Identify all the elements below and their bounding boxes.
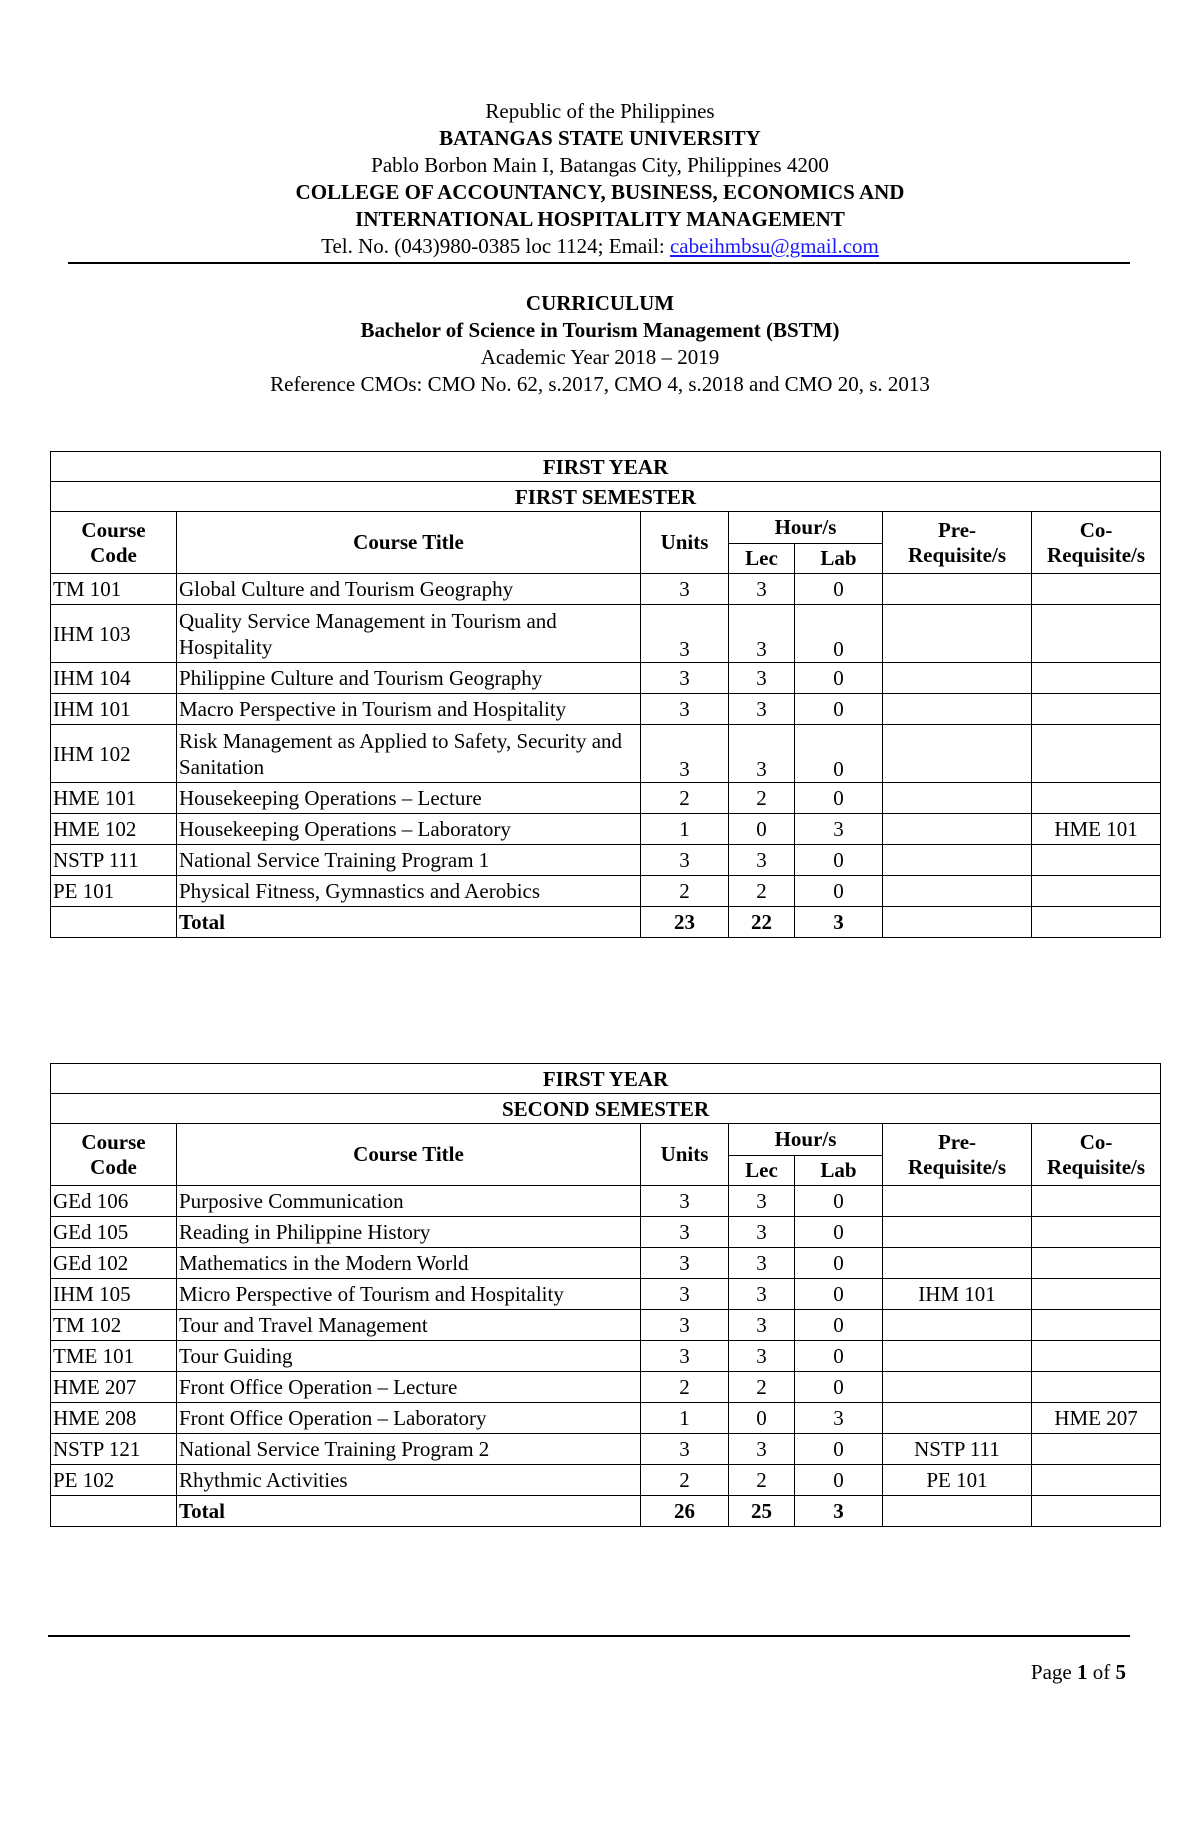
table-row — [51, 1403, 1161, 1434]
table-row — [51, 1248, 1161, 1279]
program-name: Bachelor of Science in Tourism Management (BSTM) — [360, 318, 840, 342]
year-label: FIRST YEAR — [51, 452, 1161, 482]
lab-hours: 0 — [795, 574, 883, 605]
page-indicator: Page 1 of 5 — [1030, 1660, 1126, 1684]
col-course-code: Course Code — [51, 512, 177, 574]
curriculum-heading — [0, 290, 1200, 398]
total-lec: 25 — [729, 1496, 795, 1527]
lec-hours: 3 — [729, 605, 795, 663]
prerequisite — [883, 814, 1032, 845]
college-name-line2: INTERNATIONAL HOSPITALITY MANAGEMENT — [355, 207, 845, 231]
course-code: IHM 101 — [51, 694, 177, 725]
lec-hours: 0 — [729, 814, 795, 845]
course-title: National Service Training Program 1 — [177, 845, 641, 876]
prerequisite — [883, 1217, 1032, 1248]
total-blank — [883, 907, 1032, 938]
lec-hours: 2 — [729, 1465, 795, 1496]
total-blank — [51, 1496, 177, 1527]
course-title: Philippine Culture and Tourism Geography — [177, 663, 641, 694]
col-corequisite: Co- Requisite/s — [1032, 512, 1161, 574]
units: 2 — [641, 1465, 729, 1496]
corequisite — [1032, 1217, 1161, 1248]
course-code: GEd 102 — [51, 1248, 177, 1279]
course-table-first-semester — [50, 451, 1161, 938]
table-row — [51, 725, 1161, 783]
course-title: Front Office Operation – Laboratory — [177, 1403, 641, 1434]
prerequisite — [883, 694, 1032, 725]
total-row — [51, 907, 1161, 938]
col-course-title: Course Title — [177, 1124, 641, 1186]
course-title: Macro Perspective in Tourism and Hospitality — [177, 694, 641, 725]
total-blank — [51, 907, 177, 938]
units: 3 — [641, 663, 729, 694]
total-lec: 22 — [729, 907, 795, 938]
prerequisite — [883, 725, 1032, 783]
course-code: HME 102 — [51, 814, 177, 845]
prerequisite — [883, 1248, 1032, 1279]
units: 3 — [641, 1310, 729, 1341]
total-units: 23 — [641, 907, 729, 938]
total-blank — [1032, 907, 1161, 938]
corequisite — [1032, 574, 1161, 605]
prerequisite: IHM 101 — [883, 1279, 1032, 1310]
course-title: Reading in Philippine History — [177, 1217, 641, 1248]
lec-hours: 3 — [729, 1279, 795, 1310]
course-title: Risk Management as Applied to Safety, Security and Sanitation — [177, 725, 641, 783]
lec-hours: 3 — [729, 1341, 795, 1372]
table-row — [51, 1341, 1161, 1372]
curriculum-title: CURRICULUM — [525, 291, 675, 315]
corequisite — [1032, 876, 1161, 907]
units: 1 — [641, 814, 729, 845]
table-row — [51, 1465, 1161, 1496]
course-code: NSTP 111 — [51, 845, 177, 876]
lab-hours: 0 — [795, 663, 883, 694]
course-title: Tour Guiding — [177, 1341, 641, 1372]
total-row — [51, 1496, 1161, 1527]
col-prerequisite: Pre- Requisite/s — [883, 1124, 1032, 1186]
units: 3 — [641, 605, 729, 663]
course-title: Front Office Operation – Lecture — [177, 1372, 641, 1403]
semester-label: FIRST SEMESTER — [51, 482, 1161, 512]
units: 3 — [641, 1217, 729, 1248]
lec-hours: 2 — [729, 783, 795, 814]
prerequisite — [883, 1310, 1032, 1341]
col-hours: Hour/s — [729, 512, 883, 544]
units: 3 — [641, 1434, 729, 1465]
lec-hours: 3 — [729, 663, 795, 694]
lab-hours: 0 — [795, 1465, 883, 1496]
total-lab: 3 — [795, 907, 883, 938]
table-row — [51, 814, 1161, 845]
lec-hours: 0 — [729, 1403, 795, 1434]
year-label: FIRST YEAR — [51, 1064, 1161, 1094]
total-blank — [883, 1496, 1032, 1527]
lab-hours: 3 — [795, 1403, 883, 1434]
table-row — [51, 1279, 1161, 1310]
contact-line — [0, 233, 1200, 260]
course-code: TM 101 — [51, 574, 177, 605]
course-title: Purposive Communication — [177, 1186, 641, 1217]
lab-hours: 0 — [795, 1186, 883, 1217]
corequisite — [1032, 725, 1161, 783]
course-title: Housekeeping Operations – Laboratory — [177, 814, 641, 845]
total-label: Total — [177, 1496, 641, 1527]
table-row — [51, 663, 1161, 694]
course-code: HME 207 — [51, 1372, 177, 1403]
letterhead — [0, 98, 1200, 260]
university-name: BATANGAS STATE UNIVERSITY — [439, 126, 761, 150]
lab-hours: 0 — [795, 1372, 883, 1403]
corequisite: HME 207 — [1032, 1403, 1161, 1434]
lec-hours: 2 — [729, 876, 795, 907]
table-row — [51, 876, 1161, 907]
corequisite — [1032, 1341, 1161, 1372]
course-code: TME 101 — [51, 1341, 177, 1372]
lab-hours: 3 — [795, 814, 883, 845]
lab-hours: 0 — [795, 725, 883, 783]
course-code: PE 101 — [51, 876, 177, 907]
lab-hours: 0 — [795, 1310, 883, 1341]
course-title: Quality Service Management in Tourism and Hospitality — [177, 605, 641, 663]
total-label: Total — [177, 907, 641, 938]
lab-hours: 0 — [795, 876, 883, 907]
prerequisite — [883, 783, 1032, 814]
table-row — [51, 1434, 1161, 1465]
lab-hours: 0 — [795, 783, 883, 814]
col-prerequisite: Pre- Requisite/s — [883, 512, 1032, 574]
course-table-second-semester — [50, 1063, 1161, 1527]
units: 2 — [641, 876, 729, 907]
lec-hours: 3 — [729, 1434, 795, 1465]
corequisite — [1032, 1279, 1161, 1310]
total-units: 26 — [641, 1496, 729, 1527]
table-row — [51, 845, 1161, 876]
lab-hours: 0 — [795, 605, 883, 663]
corequisite — [1032, 1465, 1161, 1496]
reference-cmos: Reference CMOs: CMO No. 62, s.2017, CMO 4, s.2018 and CMO 20, s. 2013 — [270, 372, 930, 396]
corequisite — [1032, 1372, 1161, 1403]
course-code: IHM 103 — [51, 605, 177, 663]
prerequisite: NSTP 111 — [883, 1434, 1032, 1465]
col-course-code: Course Code — [51, 1124, 177, 1186]
republic-line: Republic of the Philippines — [485, 99, 715, 123]
table-row — [51, 1372, 1161, 1403]
units: 2 — [641, 1372, 729, 1403]
header-divider — [68, 262, 1130, 264]
course-title: Physical Fitness, Gymnastics and Aerobics — [177, 876, 641, 907]
table-row — [51, 1310, 1161, 1341]
corequisite — [1032, 845, 1161, 876]
university-address: Pablo Borbon Main I, Batangas City, Philippines 4200 — [371, 153, 829, 177]
prerequisite — [883, 663, 1032, 694]
col-lec: Lec — [729, 1156, 795, 1186]
lab-hours: 0 — [795, 1341, 883, 1372]
col-corequisite: Co- Requisite/s — [1032, 1124, 1161, 1186]
course-title: National Service Training Program 2 — [177, 1434, 641, 1465]
lec-hours: 3 — [729, 1310, 795, 1341]
units: 3 — [641, 694, 729, 725]
col-units: Units — [641, 1124, 729, 1186]
units: 1 — [641, 1403, 729, 1434]
units: 3 — [641, 1186, 729, 1217]
corequisite — [1032, 694, 1161, 725]
course-code: IHM 104 — [51, 663, 177, 694]
course-code: TM 102 — [51, 1310, 177, 1341]
corequisite — [1032, 1434, 1161, 1465]
total-blank — [1032, 1496, 1161, 1527]
total-lab: 3 — [795, 1496, 883, 1527]
course-code: HME 208 — [51, 1403, 177, 1434]
units: 3 — [641, 1279, 729, 1310]
table-row — [51, 1186, 1161, 1217]
units: 3 — [641, 845, 729, 876]
course-code: NSTP 121 — [51, 1434, 177, 1465]
col-lab: Lab — [795, 1156, 883, 1186]
course-title: Global Culture and Tourism Geography — [177, 574, 641, 605]
lab-hours: 0 — [795, 1434, 883, 1465]
lec-hours: 2 — [729, 1372, 795, 1403]
prerequisite — [883, 1341, 1032, 1372]
corequisite — [1032, 1248, 1161, 1279]
prerequisite — [883, 876, 1032, 907]
lec-hours: 3 — [729, 574, 795, 605]
prerequisite — [883, 1372, 1032, 1403]
table-row — [51, 1217, 1161, 1248]
course-code: IHM 105 — [51, 1279, 177, 1310]
lec-hours: 3 — [729, 694, 795, 725]
col-units: Units — [641, 512, 729, 574]
course-title: Tour and Travel Management — [177, 1310, 641, 1341]
corequisite — [1032, 605, 1161, 663]
course-code: GEd 106 — [51, 1186, 177, 1217]
col-hours: Hour/s — [729, 1124, 883, 1156]
course-title: Micro Perspective of Tourism and Hospitality — [177, 1279, 641, 1310]
prerequisite: PE 101 — [883, 1465, 1032, 1496]
table-row — [51, 605, 1161, 663]
semester-label: SECOND SEMESTER — [51, 1094, 1161, 1124]
lec-hours: 3 — [729, 845, 795, 876]
college-name-line1: COLLEGE OF ACCOUNTANCY, BUSINESS, ECONOMICS AND — [295, 180, 905, 204]
col-lec: Lec — [729, 544, 795, 574]
lec-hours: 3 — [729, 1217, 795, 1248]
units: 3 — [641, 725, 729, 783]
units: 3 — [641, 574, 729, 605]
col-course-title: Course Title — [177, 512, 641, 574]
corequisite: HME 101 — [1032, 814, 1161, 845]
table-row — [51, 694, 1161, 725]
lab-hours: 0 — [795, 694, 883, 725]
lec-hours: 3 — [729, 1186, 795, 1217]
prerequisite — [883, 1403, 1032, 1434]
corequisite — [1032, 783, 1161, 814]
table-row — [51, 783, 1161, 814]
prerequisite — [883, 845, 1032, 876]
course-code: PE 102 — [51, 1465, 177, 1496]
prerequisite — [883, 1186, 1032, 1217]
col-lab: Lab — [795, 544, 883, 574]
table-row — [51, 574, 1161, 605]
corequisite — [1032, 1186, 1161, 1217]
lec-hours: 3 — [729, 725, 795, 783]
course-title: Housekeeping Operations – Lecture — [177, 783, 641, 814]
corequisite — [1032, 663, 1161, 694]
lec-hours: 3 — [729, 1248, 795, 1279]
corequisite — [1032, 1310, 1161, 1341]
lab-hours: 0 — [795, 1279, 883, 1310]
course-title: Rhythmic Activities — [177, 1465, 641, 1496]
units: 3 — [641, 1248, 729, 1279]
course-code: GEd 105 — [51, 1217, 177, 1248]
footer-divider — [48, 1635, 1130, 1637]
course-title: Mathematics in the Modern World — [177, 1248, 641, 1279]
contact-prefix: Tel. No. (043)980-0385 loc 1124; Email: — [321, 234, 670, 258]
lab-hours: 0 — [795, 1217, 883, 1248]
course-code: IHM 102 — [51, 725, 177, 783]
course-code: HME 101 — [51, 783, 177, 814]
email-link[interactable]: cabeihmbsu@gmail.com — [669, 234, 879, 258]
units: 3 — [641, 1341, 729, 1372]
prerequisite — [883, 605, 1032, 663]
lab-hours: 0 — [795, 845, 883, 876]
prerequisite — [883, 574, 1032, 605]
units: 2 — [641, 783, 729, 814]
academic-year: Academic Year 2018 – 2019 — [480, 345, 720, 369]
lab-hours: 0 — [795, 1248, 883, 1279]
